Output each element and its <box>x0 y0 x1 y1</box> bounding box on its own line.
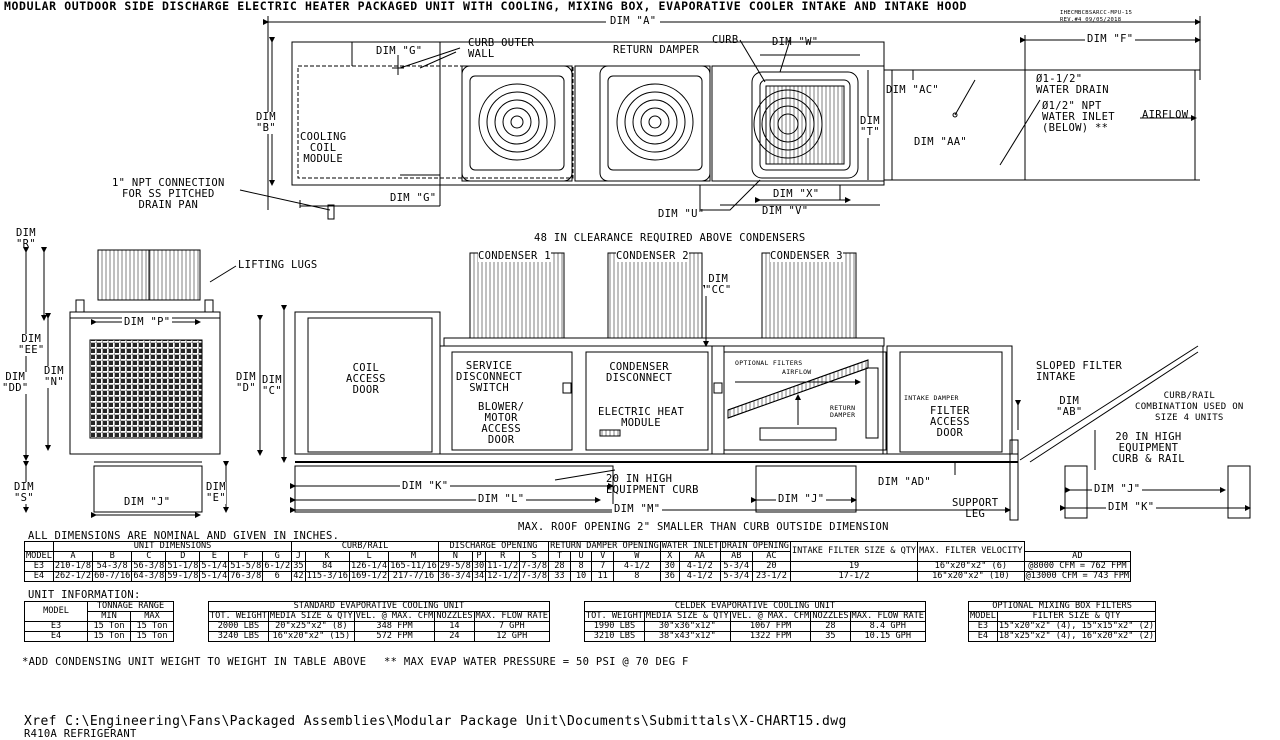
dimension-column-header: R <box>486 552 520 562</box>
table-cell: 7-3/8 <box>521 561 548 571</box>
table-cell: 34 <box>473 571 485 581</box>
table-cell: 5-3/4 <box>720 562 752 572</box>
table-cell: 10.15 GPH <box>850 632 925 642</box>
footnote-add-weight: *ADD CONDENSING UNIT WEIGHT TO WEIGHT IN TABLE ABOVE <box>22 656 367 668</box>
dimension-column-header: J <box>292 552 305 562</box>
table-cell: 20 <box>752 562 790 572</box>
table-cell: 12 GPH <box>474 632 549 642</box>
dimension-column-header: T <box>549 552 571 562</box>
dimension-column-header: B <box>93 552 132 562</box>
table-cell: @8000 CFM = 762 FPM <box>1024 562 1130 572</box>
dimension-column-header: C <box>132 552 166 562</box>
water-inlet-label: Ø1/2" NPT WATER INLET (BELOW) ** <box>1042 100 1115 134</box>
table-cell: 7-3/8 <box>521 571 548 581</box>
dim-ee-label: DIM "EE" <box>18 333 45 356</box>
table-cell: 169-1/2 <box>350 571 388 581</box>
filter-access-door-label: FILTER ACCESS DOOR <box>930 405 970 439</box>
table-cell: 15"x20"x2" (4), 15"x15"x2" (2) <box>998 621 1155 631</box>
table-cell: 38"x43"x12" <box>644 632 730 642</box>
electric-heat-label: ELECTRIC HEAT MODULE <box>598 406 685 429</box>
roof-opening-note: MAX. ROOF OPENING 2" SMALLER THAN CURB OUTSIDE DIMENSION <box>518 521 889 533</box>
table-cell: 51-5/8 <box>230 561 262 571</box>
intake-filter-size-header: INTAKE FILTER SIZE & QTY <box>790 542 917 562</box>
table-cell: 30 <box>660 562 679 572</box>
drawing-rev: REV.#4 09/05/2018 <box>1060 17 1122 23</box>
table-cell: 59-1/8 <box>167 571 199 581</box>
table-cell: 7 <box>592 562 614 572</box>
table-cell: E4 <box>969 632 998 642</box>
curb-rail-20-label: 20 IN HIGH EQUIPMENT CURB & RAIL <box>1112 431 1185 465</box>
drawing-code: IHECMBCBSARCC-MPU-15 <box>1060 10 1133 16</box>
dimension-column-header: M <box>389 552 439 562</box>
dim-s-label: DIM "S" <box>14 481 34 504</box>
service-disconnect-label: SERVICE DISCONNECT SWITCH <box>456 360 523 394</box>
table-cell: 36-3/4 <box>439 571 471 581</box>
airflow-small-label: AIRFLOW <box>782 368 812 376</box>
table-cell: 16"x20"x2" (6) <box>918 562 1024 572</box>
table-cell: 35 <box>811 632 850 642</box>
table-cell: E3 <box>25 622 88 632</box>
curb-rail-combo-label: CURB/RAIL COMBINATION USED ON SIZE 4 UNITS <box>1135 391 1244 423</box>
column-header: MAX. FLOW RATE <box>851 611 924 621</box>
table-row <box>209 632 550 642</box>
table-cell: 217-7/16 <box>389 572 439 582</box>
mixing-box-filter-title: OPTIONAL MIXING BOX FILTERS <box>969 602 1156 612</box>
table-cell: 4-1/2 <box>679 562 720 572</box>
table-cell: 115-3/16 <box>306 571 348 581</box>
table-row <box>969 632 1156 642</box>
table-cell: 11-1/2 <box>487 561 519 571</box>
coil-access-door-label: COIL ACCESS DOOR <box>346 362 386 396</box>
blower-access-door-label: BLOWER/ MOTOR ACCESS DOOR <box>478 401 525 446</box>
table-row <box>209 622 550 632</box>
dim-d-label: DIM "D" <box>236 371 256 394</box>
dimension-column-header: AB <box>720 552 752 562</box>
table-cell: 60-7/16 <box>94 571 131 581</box>
dim-p-label: DIM "P" <box>124 316 171 328</box>
max-filter-velocity-header: MAX. FILTER VELOCITY <box>918 542 1024 562</box>
table-cell: E3 <box>969 622 998 632</box>
table-row <box>25 562 1131 572</box>
dim-l-label: DIM "L" <box>478 493 525 505</box>
table-cell: 15 Ton <box>88 622 131 632</box>
dimension-column-header: E <box>200 552 229 562</box>
table-cell: 35 <box>293 561 304 571</box>
column-header: FILTER SIZE & QTY <box>997 612 1155 622</box>
table-cell: 24 <box>435 632 474 642</box>
equipment-curb-label: 20 IN HIGH EQUIPMENT CURB <box>606 473 699 496</box>
clearance-note: 48 IN CLEARANCE REQUIRED ABOVE CONDENSERS <box>534 232 806 244</box>
tonnage-model-header: MODEL <box>25 602 88 622</box>
table-cell: E4 <box>25 572 54 582</box>
table-row <box>585 622 926 632</box>
intake-damper-label: INTAKE DAMPER <box>904 394 959 402</box>
celdek-evap-table <box>584 601 926 642</box>
support-leg-label: SUPPORT LEG <box>952 497 999 520</box>
table-cell: E4 <box>25 632 88 642</box>
dimension-column-header: K <box>305 552 349 562</box>
dimension-column-header: AD <box>1024 552 1130 562</box>
dim-r-label: DIM "R" <box>16 227 36 250</box>
table-cell: 1322 FPM <box>730 632 811 642</box>
table-row <box>25 622 174 632</box>
table-cell: 54-3/8 <box>93 562 132 572</box>
lifting-lugs-label: LIFTING LUGS <box>238 259 318 271</box>
refrigerant-label: R410A REFRIGERANT <box>24 728 137 740</box>
dim-ac-label: DIM "AC" <box>886 84 939 96</box>
column-header: MEDIA SIZE & QTY <box>645 611 729 621</box>
condenser-disconnect-label: CONDENSER DISCONNECT <box>606 361 673 384</box>
table-cell: 3210 LBS <box>585 632 645 642</box>
table-cell: @13000 CFM = 743 FPM <box>1025 571 1130 581</box>
table-cell: 36 <box>660 572 679 582</box>
column-header: VEL. @ MAX. CFM <box>731 611 810 621</box>
celdek-header-row <box>585 612 926 622</box>
table-cell: 14 <box>435 622 474 632</box>
table-cell: 56-3/8 <box>133 561 165 571</box>
table-cell: 84 <box>305 562 349 572</box>
table-cell: 5-1/4 <box>201 561 228 571</box>
dimension-column-header: F <box>229 552 263 562</box>
dimension-column-header: V <box>592 552 614 562</box>
dim-k-label: DIM "K" <box>402 480 449 492</box>
table-cell: 8 <box>613 572 660 582</box>
condenser-3-label: CONDENSER 3 <box>770 250 843 262</box>
column-header: MEDIA SIZE & QTY <box>269 611 353 621</box>
table-cell: 18"x25"x2" (4), 16"x20"x2" (2) <box>998 631 1155 641</box>
table-cell: 15 Ton <box>88 632 131 642</box>
table-cell: 6 <box>263 572 292 582</box>
table-cell: 8.4 GPH <box>850 622 925 632</box>
dim-t-label: DIM "T" <box>860 115 880 138</box>
table-cell: 23-1/2 <box>752 572 790 582</box>
dims-note: ALL DIMENSIONS ARE NOMINAL AND GIVEN IN INCHES. <box>28 530 340 542</box>
dimension-column-header: S <box>520 552 549 562</box>
dimension-table-group-row <box>25 542 1131 552</box>
table-row <box>25 632 174 642</box>
dimension-column-header: MODEL <box>26 551 52 561</box>
dim-u-label: DIM "U" <box>658 208 705 220</box>
table-cell: 4-1/2 <box>679 572 720 582</box>
column-header: TOT. WEIGHT <box>210 611 267 621</box>
table-cell: 11 <box>592 572 614 582</box>
dim-x-label: DIM "X" <box>773 188 820 200</box>
dimension-group-header: DRAIN OPENING <box>721 541 789 551</box>
curb-outer-wall-label: CURB OUTER WALL <box>468 37 535 60</box>
standard-evap-header-row <box>209 612 550 622</box>
table-cell: 1067 FPM <box>730 622 811 632</box>
dim-v-label: DIM "V" <box>762 205 809 217</box>
standard-evap-title: STANDARD EVAPORATIVE COOLING UNIT <box>209 602 550 612</box>
column-header: NOZZLES <box>436 611 473 621</box>
dimension-column-header: AC <box>752 552 790 562</box>
dim-ad-label: DIM "AD" <box>878 476 931 488</box>
table-cell: 33 <box>549 572 571 582</box>
return-damper-label: RETURN DAMPER <box>613 44 700 56</box>
table-cell: 28 <box>549 562 571 572</box>
table-cell: 29-5/8 <box>439 561 471 571</box>
table-cell: 7 GPH <box>474 622 549 632</box>
table-cell: 262-1/2 <box>54 571 92 581</box>
unit-info-label: UNIT INFORMATION: <box>28 589 141 601</box>
condenser-2-label: CONDENSER 2 <box>616 250 689 262</box>
dimension-column-header: N <box>438 552 472 562</box>
dim-dd-label: DIM "DD" <box>2 371 29 394</box>
dim-g-bottom-label: DIM "G" <box>390 192 437 204</box>
dimension-column-header: P <box>472 552 485 562</box>
table-cell: 165-11/16 <box>390 561 437 571</box>
dim-g-top-label: DIM "G" <box>376 45 423 57</box>
table-cell: 19 <box>790 562 917 572</box>
table-cell: 5-1/4 <box>201 571 228 581</box>
npt-connection-label: 1" NPT CONNECTION FOR SS PITCHED DRAIN PAN <box>112 177 225 211</box>
tonnage-max-header: MAX <box>131 612 174 622</box>
tonnage-range-header: TONNAGE RANGE <box>88 602 174 612</box>
dim-j-right-label: DIM "J" <box>1094 483 1141 495</box>
table-cell: 15 Ton <box>131 632 174 642</box>
table-cell: 2000 LBS <box>209 622 269 632</box>
dim-w-label: DIM "W" <box>772 36 819 48</box>
tonnage-min-header: MIN <box>88 612 131 622</box>
column-header: MODEL <box>970 611 996 621</box>
table-cell: 4-1/2 <box>613 562 660 572</box>
footnote-evap-pressure: ** MAX EVAP WATER PRESSURE = 50 PSI @ 70 DEG F <box>384 656 689 668</box>
column-header: VEL. @ MAX. CFM <box>355 611 434 621</box>
dimension-group-header: CURB/RAIL <box>292 542 439 552</box>
airflow-label: AIRFLOW <box>1142 109 1189 121</box>
celdek-evap-title: CELDEK EVAPORATIVE COOLING UNIT <box>585 602 926 612</box>
dimension-column-header: D <box>166 552 200 562</box>
table-cell: E3 <box>25 562 54 572</box>
table-cell: 76-3/8 <box>230 571 262 581</box>
dimension-table <box>24 541 1131 582</box>
column-header: MAX. FLOW RATE <box>475 611 548 621</box>
table-cell: 64-3/8 <box>133 571 165 581</box>
table-row <box>25 572 1131 582</box>
dimension-group-header: DISCHARGE OPENING <box>438 542 548 552</box>
standard-evap-table <box>208 601 550 642</box>
drawing-title: MODULAR OUTDOOR SIDE DISCHARGE ELECTRIC HEATER PACKAGED UNIT WITH COOLING, MIXING BOX, EVAPORATIVE COOLER INTAKE AND INTAKE HOOD <box>4 0 968 13</box>
dim-n-label: DIM "N" <box>44 365 64 388</box>
table-cell: 16"x20"x2" (10) <box>918 572 1024 582</box>
dimension-column-header: A <box>53 552 92 562</box>
table-cell: 30 <box>473 561 485 571</box>
dim-c-label: DIM "C" <box>262 374 282 397</box>
table-cell: 5-3/4 <box>720 572 752 582</box>
dim-e-label: DIM "E" <box>206 481 226 504</box>
curb-label: CURB <box>712 34 739 46</box>
table-cell: 17-1/2 <box>790 572 917 582</box>
optional-filters-label: OPTIONAL FILTERS <box>735 359 803 367</box>
dim-m-label: DIM "M" <box>614 503 661 515</box>
table-cell: 20"x25"x2" (8) <box>268 622 354 632</box>
table-cell: 16"x20"x2" (15) <box>268 632 354 642</box>
table-cell: 572 FPM <box>354 632 435 642</box>
table-cell: 15 Ton <box>131 622 174 632</box>
cooling-coil-label: COOLING COIL MODULE <box>300 131 347 165</box>
table-cell: 126-1/4 <box>350 561 388 571</box>
table-cell: 8 <box>570 562 592 572</box>
dimension-column-header: AA <box>679 552 720 562</box>
dim-b-label: DIM "B" <box>256 111 276 134</box>
dim-ab-label: DIM "AB" <box>1056 395 1083 418</box>
xref-path: Xref C:\Engineering\Fans\Packaged Assemblies\Modular Package Unit\Documents\Submittals\X-CHART15.dwg <box>24 714 847 729</box>
mixing-box-header-row <box>969 612 1156 622</box>
return-damper-small-label: RETURN DAMPER <box>830 404 856 419</box>
condenser-1-label: CONDENSER 1 <box>478 250 551 262</box>
dimension-group-header: WATER INLET <box>661 541 719 551</box>
table-row <box>969 622 1156 632</box>
table-cell: 348 FPM <box>354 622 435 632</box>
table-cell: 10 <box>570 572 592 582</box>
dimension-group-header: UNIT DIMENSIONS <box>53 542 291 552</box>
dimension-column-header: X <box>660 552 679 562</box>
column-header: TOT. WEIGHT <box>586 611 643 621</box>
table-cell: 28 <box>811 622 850 632</box>
dim-aa-label: DIM "AA" <box>914 136 967 148</box>
table-cell: 6-1/2 <box>264 561 291 571</box>
table-cell: 3240 LBS <box>209 632 269 642</box>
water-drain-label: Ø1-1/2" WATER DRAIN <box>1036 73 1109 96</box>
dimension-group-header <box>25 542 54 552</box>
dimension-column-header: G <box>263 552 292 562</box>
mixing-box-filter-table <box>968 601 1156 642</box>
table-cell: 42 <box>293 571 304 581</box>
table-cell: 1990 LBS <box>585 622 645 632</box>
table-cell: 51-1/8 <box>167 561 199 571</box>
dimension-column-header: U <box>570 552 592 562</box>
sloped-filter-label: SLOPED FILTER INTAKE <box>1036 360 1123 383</box>
table-cell: 210-1/8 <box>54 561 92 571</box>
table-cell: 12-1/2 <box>487 571 519 581</box>
table-row <box>585 632 926 642</box>
column-header: NOZZLES <box>812 611 849 621</box>
tonnage-table <box>24 601 174 642</box>
dim-cc-label: DIM "CC" <box>705 273 732 296</box>
table-cell: 30"x36"x12" <box>644 622 730 632</box>
dim-f-label: DIM "F" <box>1087 33 1134 45</box>
dimension-group-header: RETURN DAMPER OPENING <box>550 541 659 551</box>
dimension-column-header: L <box>349 552 388 562</box>
dim-j-label: DIM "J" <box>778 493 825 505</box>
dim-a-label: DIM "A" <box>606 16 660 27</box>
dimension-column-header: W <box>613 552 660 562</box>
dim-j-left-label: DIM "J" <box>124 496 171 508</box>
dim-k-right-label: DIM "K" <box>1108 501 1155 513</box>
